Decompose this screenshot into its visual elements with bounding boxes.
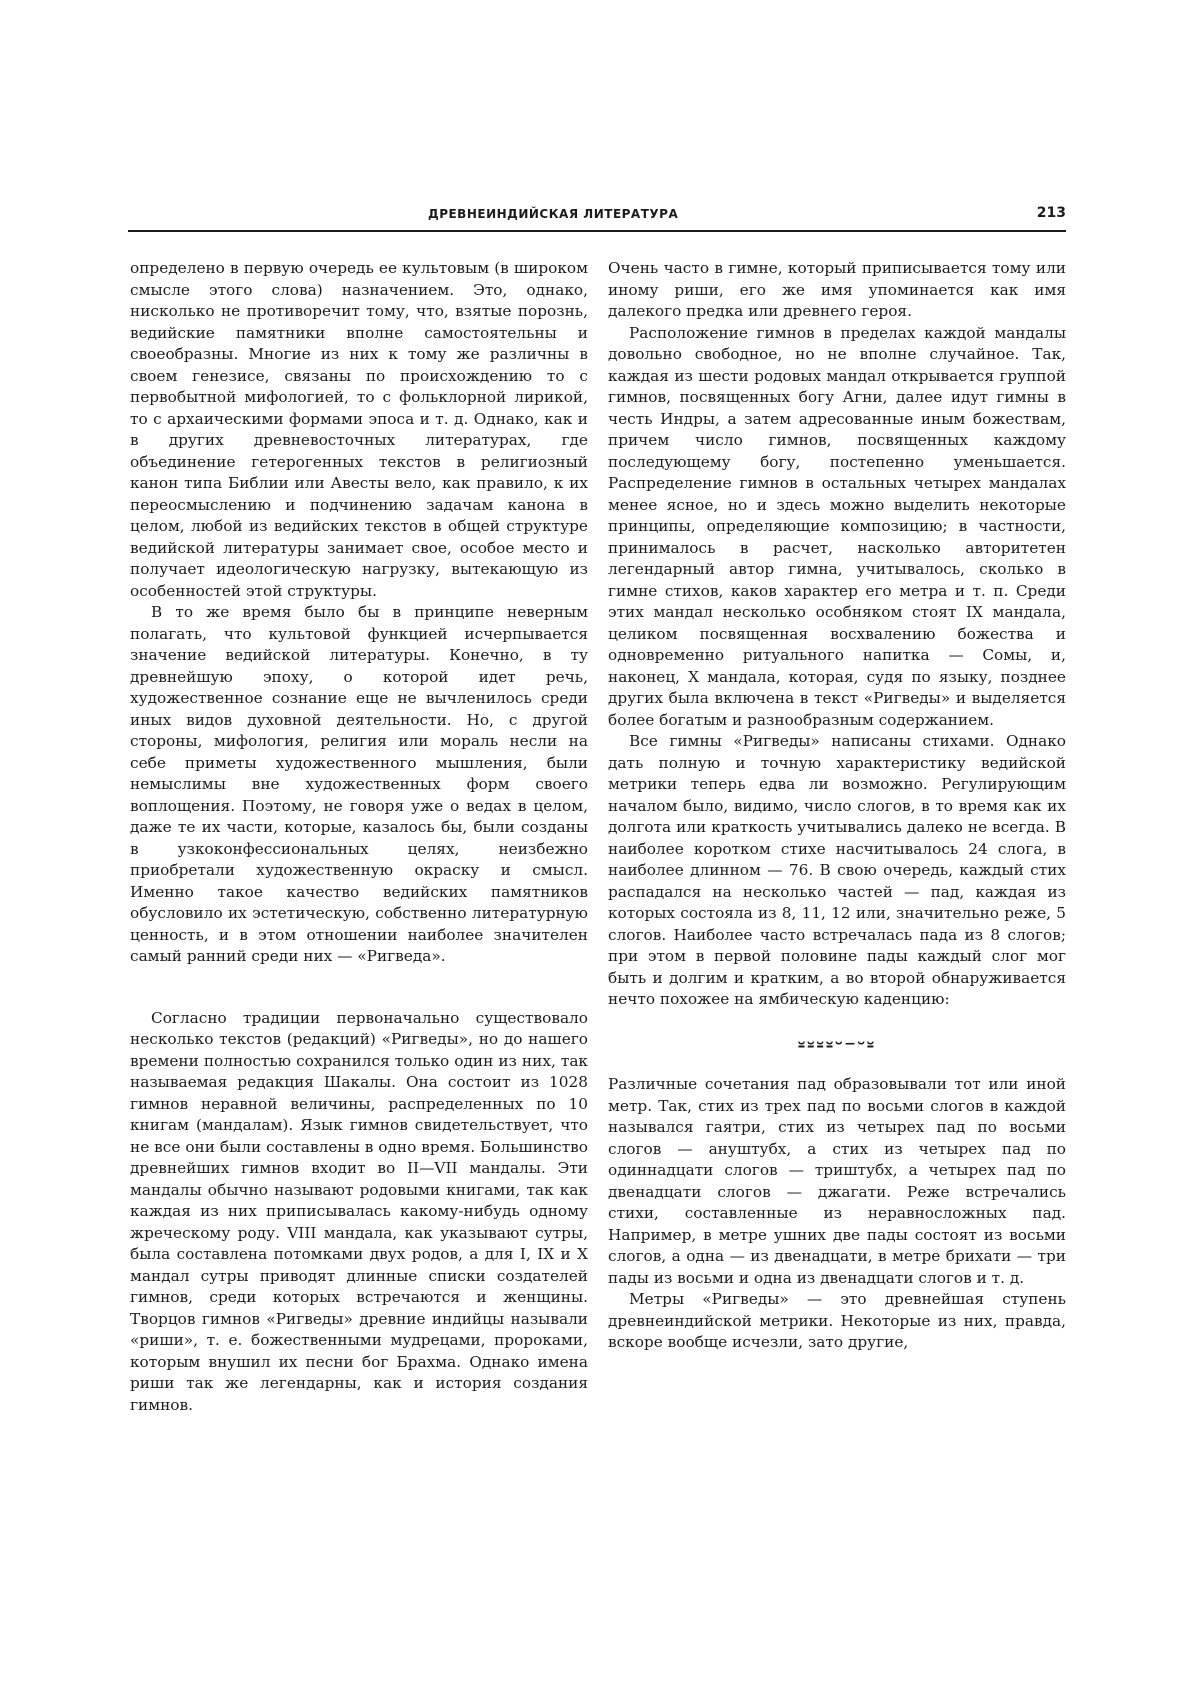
right-column [608,258,1066,1354]
page-header [128,207,1066,229]
paragraph: Различные сочетания пад образовывали тот или иной метр. Так, стих из трех пад по восьми слогов в каждой назывался гаятри, стих из четырех пад по восьми слогов — ануштубх, а стих из четырех пад по одиннадцати слогов — триштубх, а четырех пад по двенадцати слогов — джагати. Реже встречались стихи, составленные из неравносложных пад. Например, в метре ушних две пады состоят из восьми слогов, а одна — из двенадцати, в метре брихати — три пады из восьми и одна из двенадцати слогов и т. д. [608,1075,1066,1287]
paragraph: Согласно традиции первоначально существовало несколько текстов (редакций) «Ригведы», но до нашего времени полностью сохранился только один из них, так называемая редакция Шакалы. Она состоит из 1028 гимнов неравной величины, распределенных по 10 книгам (мандалам). Язык гимнов свидетельствует, что не все они были составлены в одно время. Большинство древнейших гимнов входит во II—VII мандалы. Эти мандалы обычно называют родовыми книгами, так как каждая из них приписывалась какому-нибудь одному жреческому роду. VIII мандала, как указывают сутры, была составлена потомками двух родов, а для I, IX и X мандал сутры приводят длинные списки создателей гимнов, среди которых встречаются и женщины. Творцов гимнов «Ригведы» древние индийцы называли «риши», т. е. божественными мудрецами, пророками, которым внушил их песни бог Брахма. Однако имена риши так же легендарны, как и история создания гимнов. [130,1008,588,1414]
running-title: ДРЕВНЕИНДИЙСКАЯ ЛИТЕРАТУРА [428,207,679,221]
header-rule [128,230,1066,232]
paragraph: определено в первую очередь ее культовым (в широком смысле этого слова) назначением. Это, однако, нисколько не противоречит тому, что, взятые порознь, ведийские памятники вполне самостоятельны и своеобразны. Многие из них к тому же различны в своем генезисе, связаны по происхождению то с первобытной мифологией, то с фольклорной лирикой, то с архаическими формами эпоса и т. д. Однако, как и в других древневосточных литературах, где объединение гетерогенных текстов в религиозный канон типа Библии или Авесты вело, как правило, к их переосмыслению и подчинению задачам канона в целом, любой из ведийских текстов в общей структуре ведийской литературы занимает свое, особое место и получает идеологическую нагрузку, вытекающую из особенностей этой структуры. [130,259,588,600]
paragraph: Очень часто в гимне, который приписывается тому или иному риши, его же имя упоминается как имя далекого предка или древнего героя. [608,259,1066,320]
metrical-scheme: ⏓⏓⏓⏓⏑–⏑⏓ [797,1030,877,1056]
paragraph: Метры «Ригведы» — это древнейшая ступень древнеиндийской метрики. Некоторые из них, правда, вскоре вообще исчезли, зато другие, [608,1290,1066,1351]
page-number: 213 [1036,205,1066,221]
paragraph: В то же время было бы в принципе неверным полагать, что культовой функцией исчерпывается значение ведийской литературы. Конечно, в ту древнейшую эпоху, о которой идет речь, художественное сознание еще не вычленилось среди иных видов духовной деятельности. Но, с другой стороны, мифология, религия или мораль несли на себе приметы художественного мышления, были немыслимы вне художественных форм своего воплощения. Поэтому, не говоря уже о ведах в целом, даже те их части, которые, казалось бы, были созданы в узкоконфессиональных целях, неизбежно приобретали художественную окраску и смысл. Именно такое качество ведийских памятников обусловило их эстетическую, собственно литературную ценность, и в этом отношении наиболее значителен самый ранний среди них — «Ригведа». [130,603,588,965]
left-column [130,258,588,1416]
paragraph: Все гимны «Ригведы» написаны стихами. Однако дать полную и точную характеристику ведийской метрики теперь едва ли возможно. Регулирующим началом было, видимо, число слогов, в то время как их долгота или краткость учитывались далеко не всегда. В наиболее коротком стихе насчитывалось 24 слога, в наиболее длинном — 76. В свою очередь, каждый стих распадался на несколько частей — пад, каждая из которых состояла из 8, 11, 12 или, значительно реже, 5 слогов. Наиболее часто встречалась пада из 8 слогов; при этом в первой половине пады каждый слог мог быть и долгим и кратким, а во второй обнаруживается нечто похожее на ямбическую каденцию: [608,732,1066,1008]
paragraph: Расположение гимнов в пределах каждой мандалы довольно свободное, но не вполне случайное. Так, каждая из шести родовых мандал открывается группой гимнов, посвященных богу Агни, далее идут гимны в честь Индры, а затем адресованные иным божествам, причем число гимнов, посвященных каждому последующему богу, постепенно уменьшается. Распределение гимнов в остальных четырех мандалах менее ясное, но и здесь можно выделить некоторые принципы, определяющие композицию; в частности, принималось в расчет, насколько авторитетен легендарный автор гимна, учитывалось, сколько в гимне стихов, каков характер его метра и т. п. Среди этих мандал несколько особняком стоят IX мандала, целиком посвященная восхвалению божества и одновременно ритуального напитка — Сомы, и, наконец, X мандала, которая, судя по языку, позднее других была включена в текст «Ригведы» и выделяется более богатым и разнообразным содержанием. [608,323,1066,729]
